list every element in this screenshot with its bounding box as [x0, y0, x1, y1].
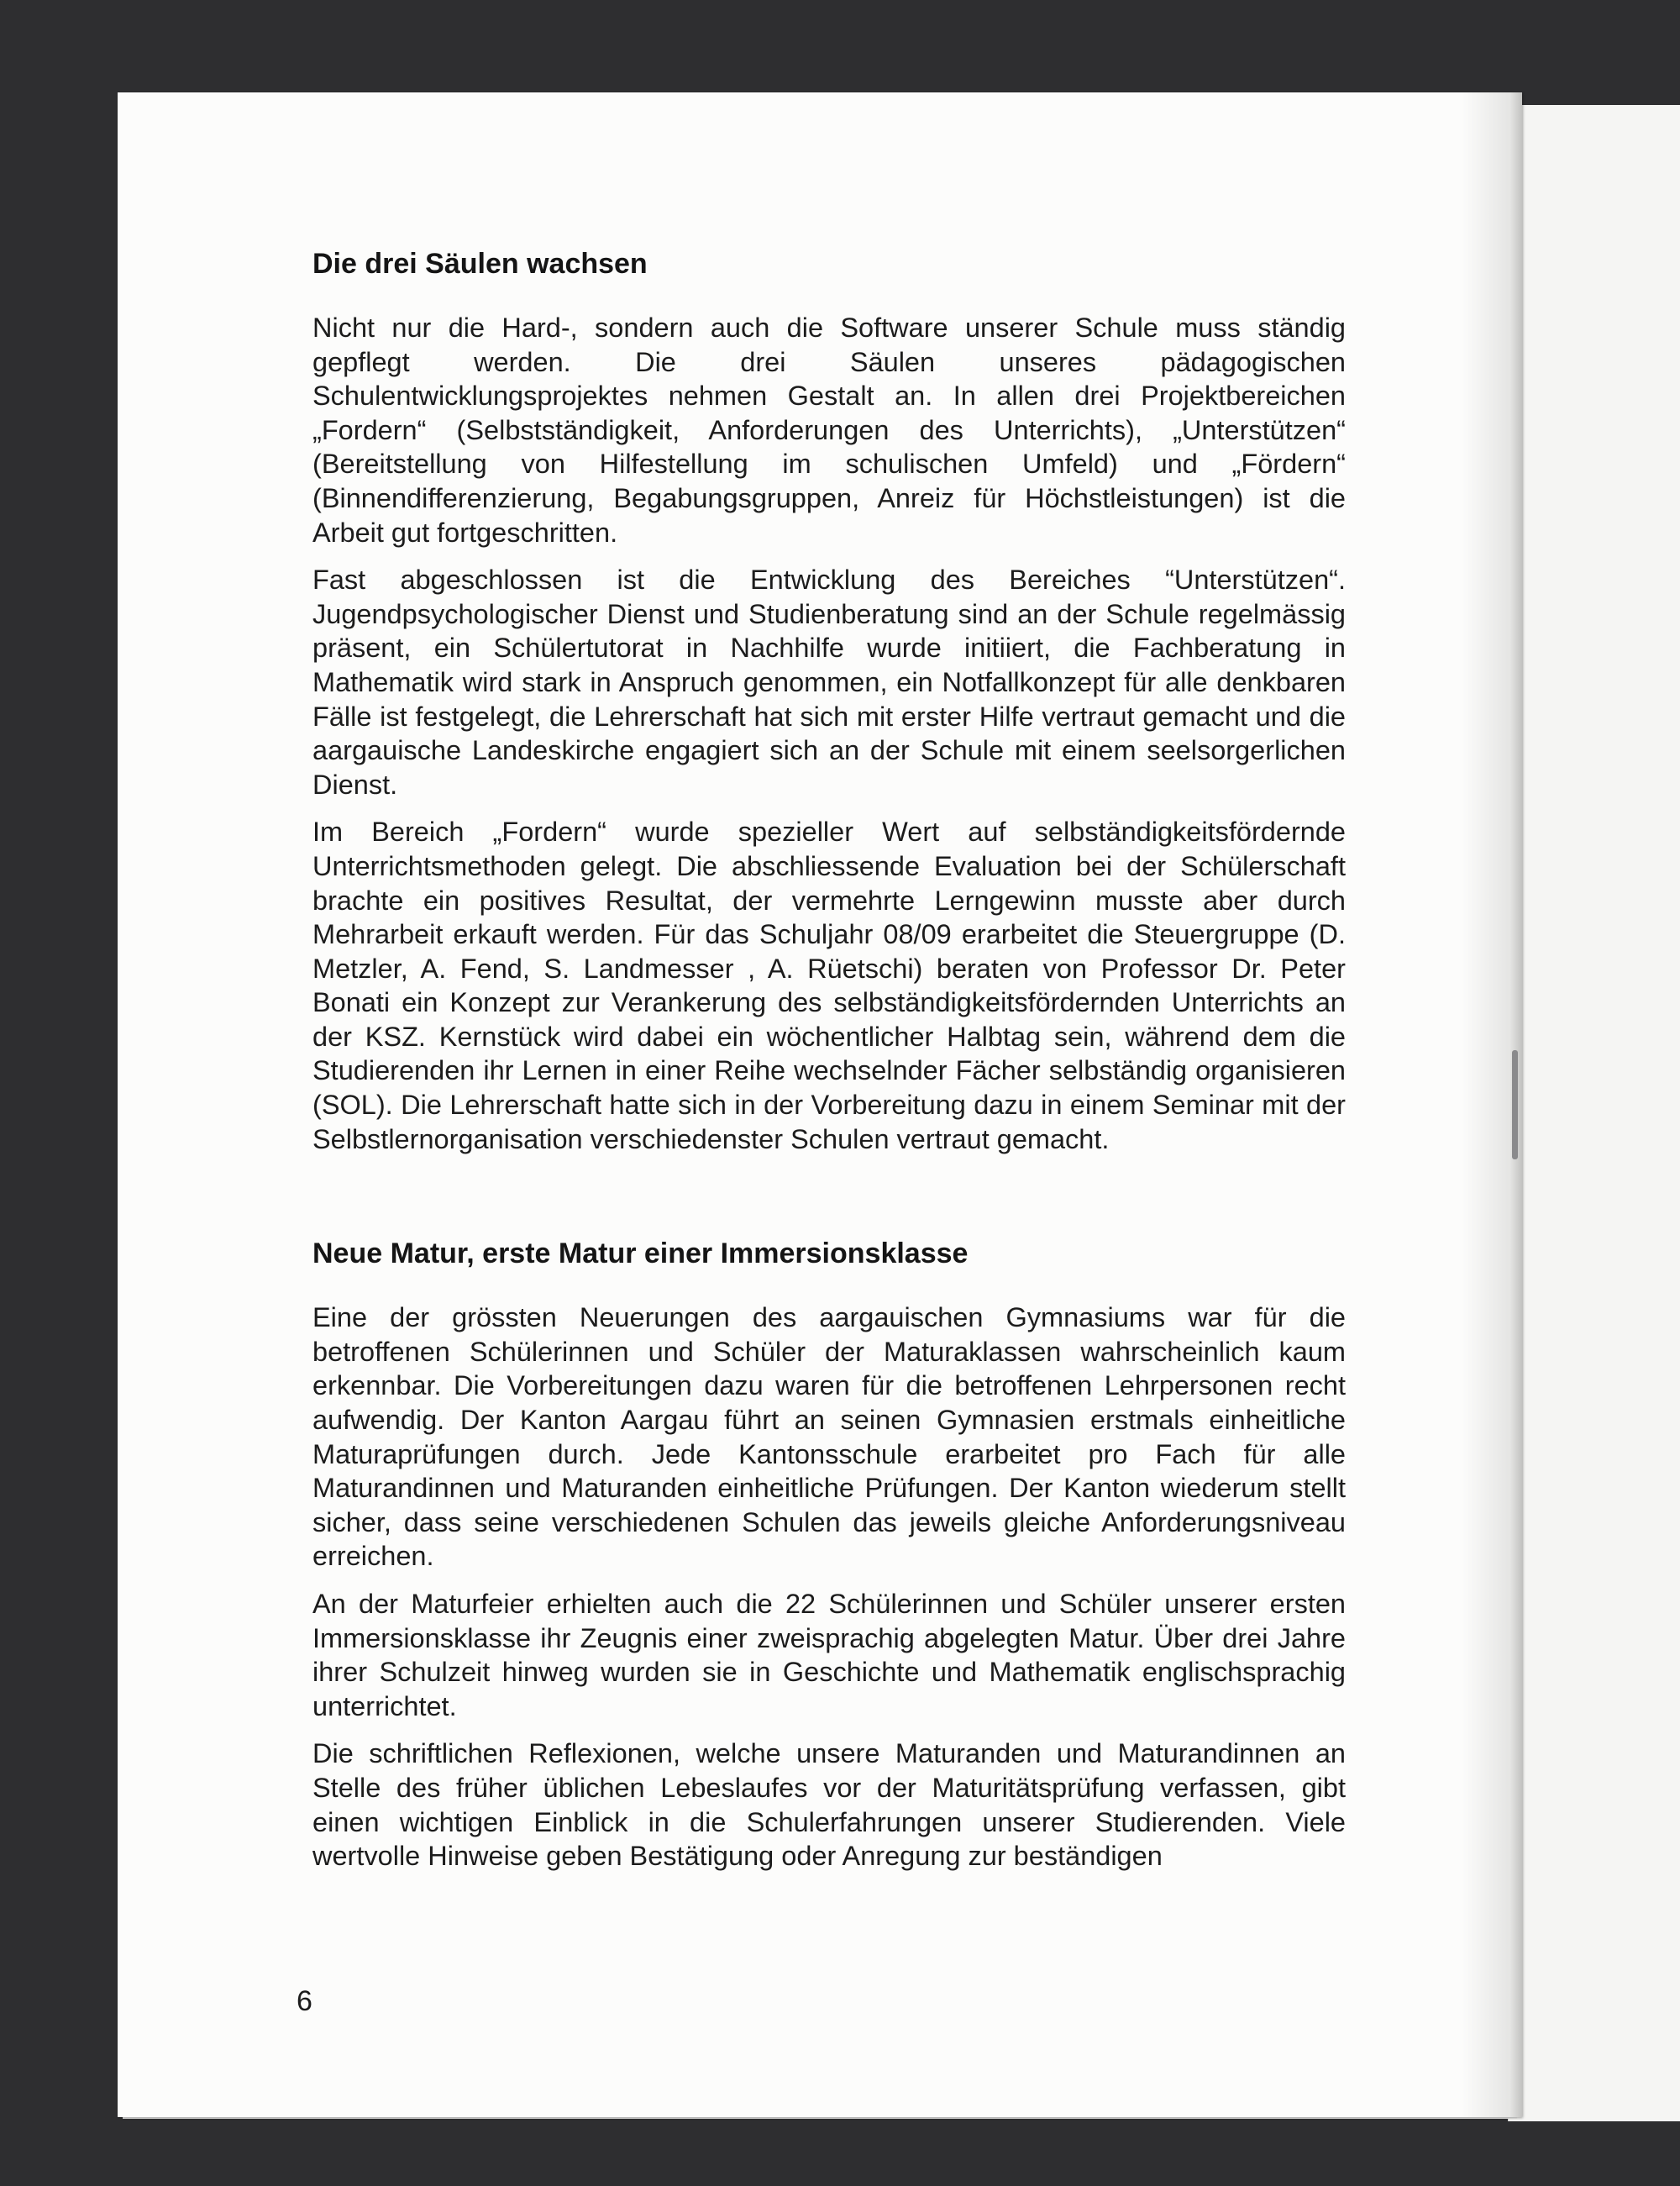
paragraph: Fast abgeschlossen ist die Entwicklung des Bereiches “Unterstützen“. Jugendpsychologischer Dienst und Studienberatung sind an der Schule regelmässig präsent, ein Schülertutorat in Nachhilfe wurde initiiert, die Fachberatung in Mathematik wird stark in Anspruch genommen, ein Notfallkonzept für alle denkbaren Fälle ist festgelegt, die Lehrerschaft hat sich mit erster Hilfe vertraut gemacht und die aargauische Landeskirche engagiert sich an der Schule mit einem seelsorgerlichen Dienst. [312, 565, 1346, 800]
paragraph: Eine der grössten Neuerungen des aargauischen Gymnasiums war für die betroffenen Schülerinnen und Schüler der Maturaklassen wahrscheinlich kaum erkennbar. Die Vorbereitungen dazu waren für die betroffenen Lehrpersonen recht aufwendig. Der Kanton Aargau führt an seinen Gymnasien erstmals einheitliche Maturaprüfungen durch. Jede Kantonsschule erarbeitet pro Fach für alle Maturandinnen und Maturanden einheitliche Prüfungen. Der Kanton wiederum stellt sicher, dass seine verschiedenen Schulen das jeweils gleiche Anforderungsniveau erreichen. [312, 1302, 1346, 1572]
paragraph: Im Bereich „Fordern“ wurde spezieller Wert auf selbständigkeitsfördernde Unterrichtsmethoden gelegt. Die abschliessende Evaluation bei der Schülerschaft brachte ein positives Resultat, der vermehrte Lerngewinn musste aber durch Mehrarbeit erkauft werden. Für das Schuljahr 08/09 erarbeitet die Steuergruppe (D. Metzler, A. Fend, S. Landmesser , A. Rüetschi) beraten von Professor Dr. Peter Bonati ein Konzept zur Verankerung des selbständigkeitsfördernden Unterrichts an der KSZ. Kernstück wird dabei ein wöchentlicher Halbtag sein, während dem die Studierenden ihr Lernen in einer Reihe wechselnder Fächer selbständig organisieren (SOL). Die Lehrerschaft hatte sich in der Vorbereitung dazu in einem Seminar mit der Selbstlernorganisation verschiedenster Schulen vertraut gemacht. [312, 817, 1346, 1154]
page-number: 6 [297, 1985, 312, 2017]
page-content [312, 245, 1346, 1887]
binding-clip [1512, 1050, 1518, 1159]
section-heading-saeulen: Die drei Säulen wachsen [312, 248, 648, 280]
section-heading-matur: Neue Matur, erste Matur einer Immersionsklasse [312, 1238, 969, 1270]
paragraph: Die schriftlichen Reflexionen, welche unsere Maturanden und Maturandinnen an Stelle des früher üblichen Lebeslaufes vor der Maturitätsprüfung verfassen, gibt einen wichtigen Einblick in die Schulerfahrungen unserer Studierenden. Viele wertvolle Hinweise geben Bestätigung oder Anregung zur beständigen [312, 1738, 1346, 1872]
paragraph: Nicht nur die Hard-, sondern auch die Software unserer Schule muss ständig gepflegt werden. Die drei Säulen unseres pädagogischen Schulentwicklungsprojektes nehmen Gestalt an. In allen drei Projektbereichen „Fordern“ (Selbstständigkeit, Anforderungen des Unterrichts), „Unterstützen“ (Bereitstellung von Hilfestellung im schulischen Umfeld) und „Fördern“ (Binnendifferenzierung, Begabungsgruppen, Anreiz für Höchstleistungen) ist die Arbeit gut fortgeschritten. [312, 313, 1346, 548]
paragraph: An der Maturfeier erhielten auch die 22 Schülerinnen und Schüler unserer ersten Immersionsklasse ihr Zeugnis einer zweisprachig abgelegten Matur. Über drei Jahre ihrer Schulzeit hinweg wurden sie in Geschichte und Mathematik englischsprachig unterrichtet. [312, 1589, 1346, 1721]
facing-page [1508, 105, 1680, 2121]
